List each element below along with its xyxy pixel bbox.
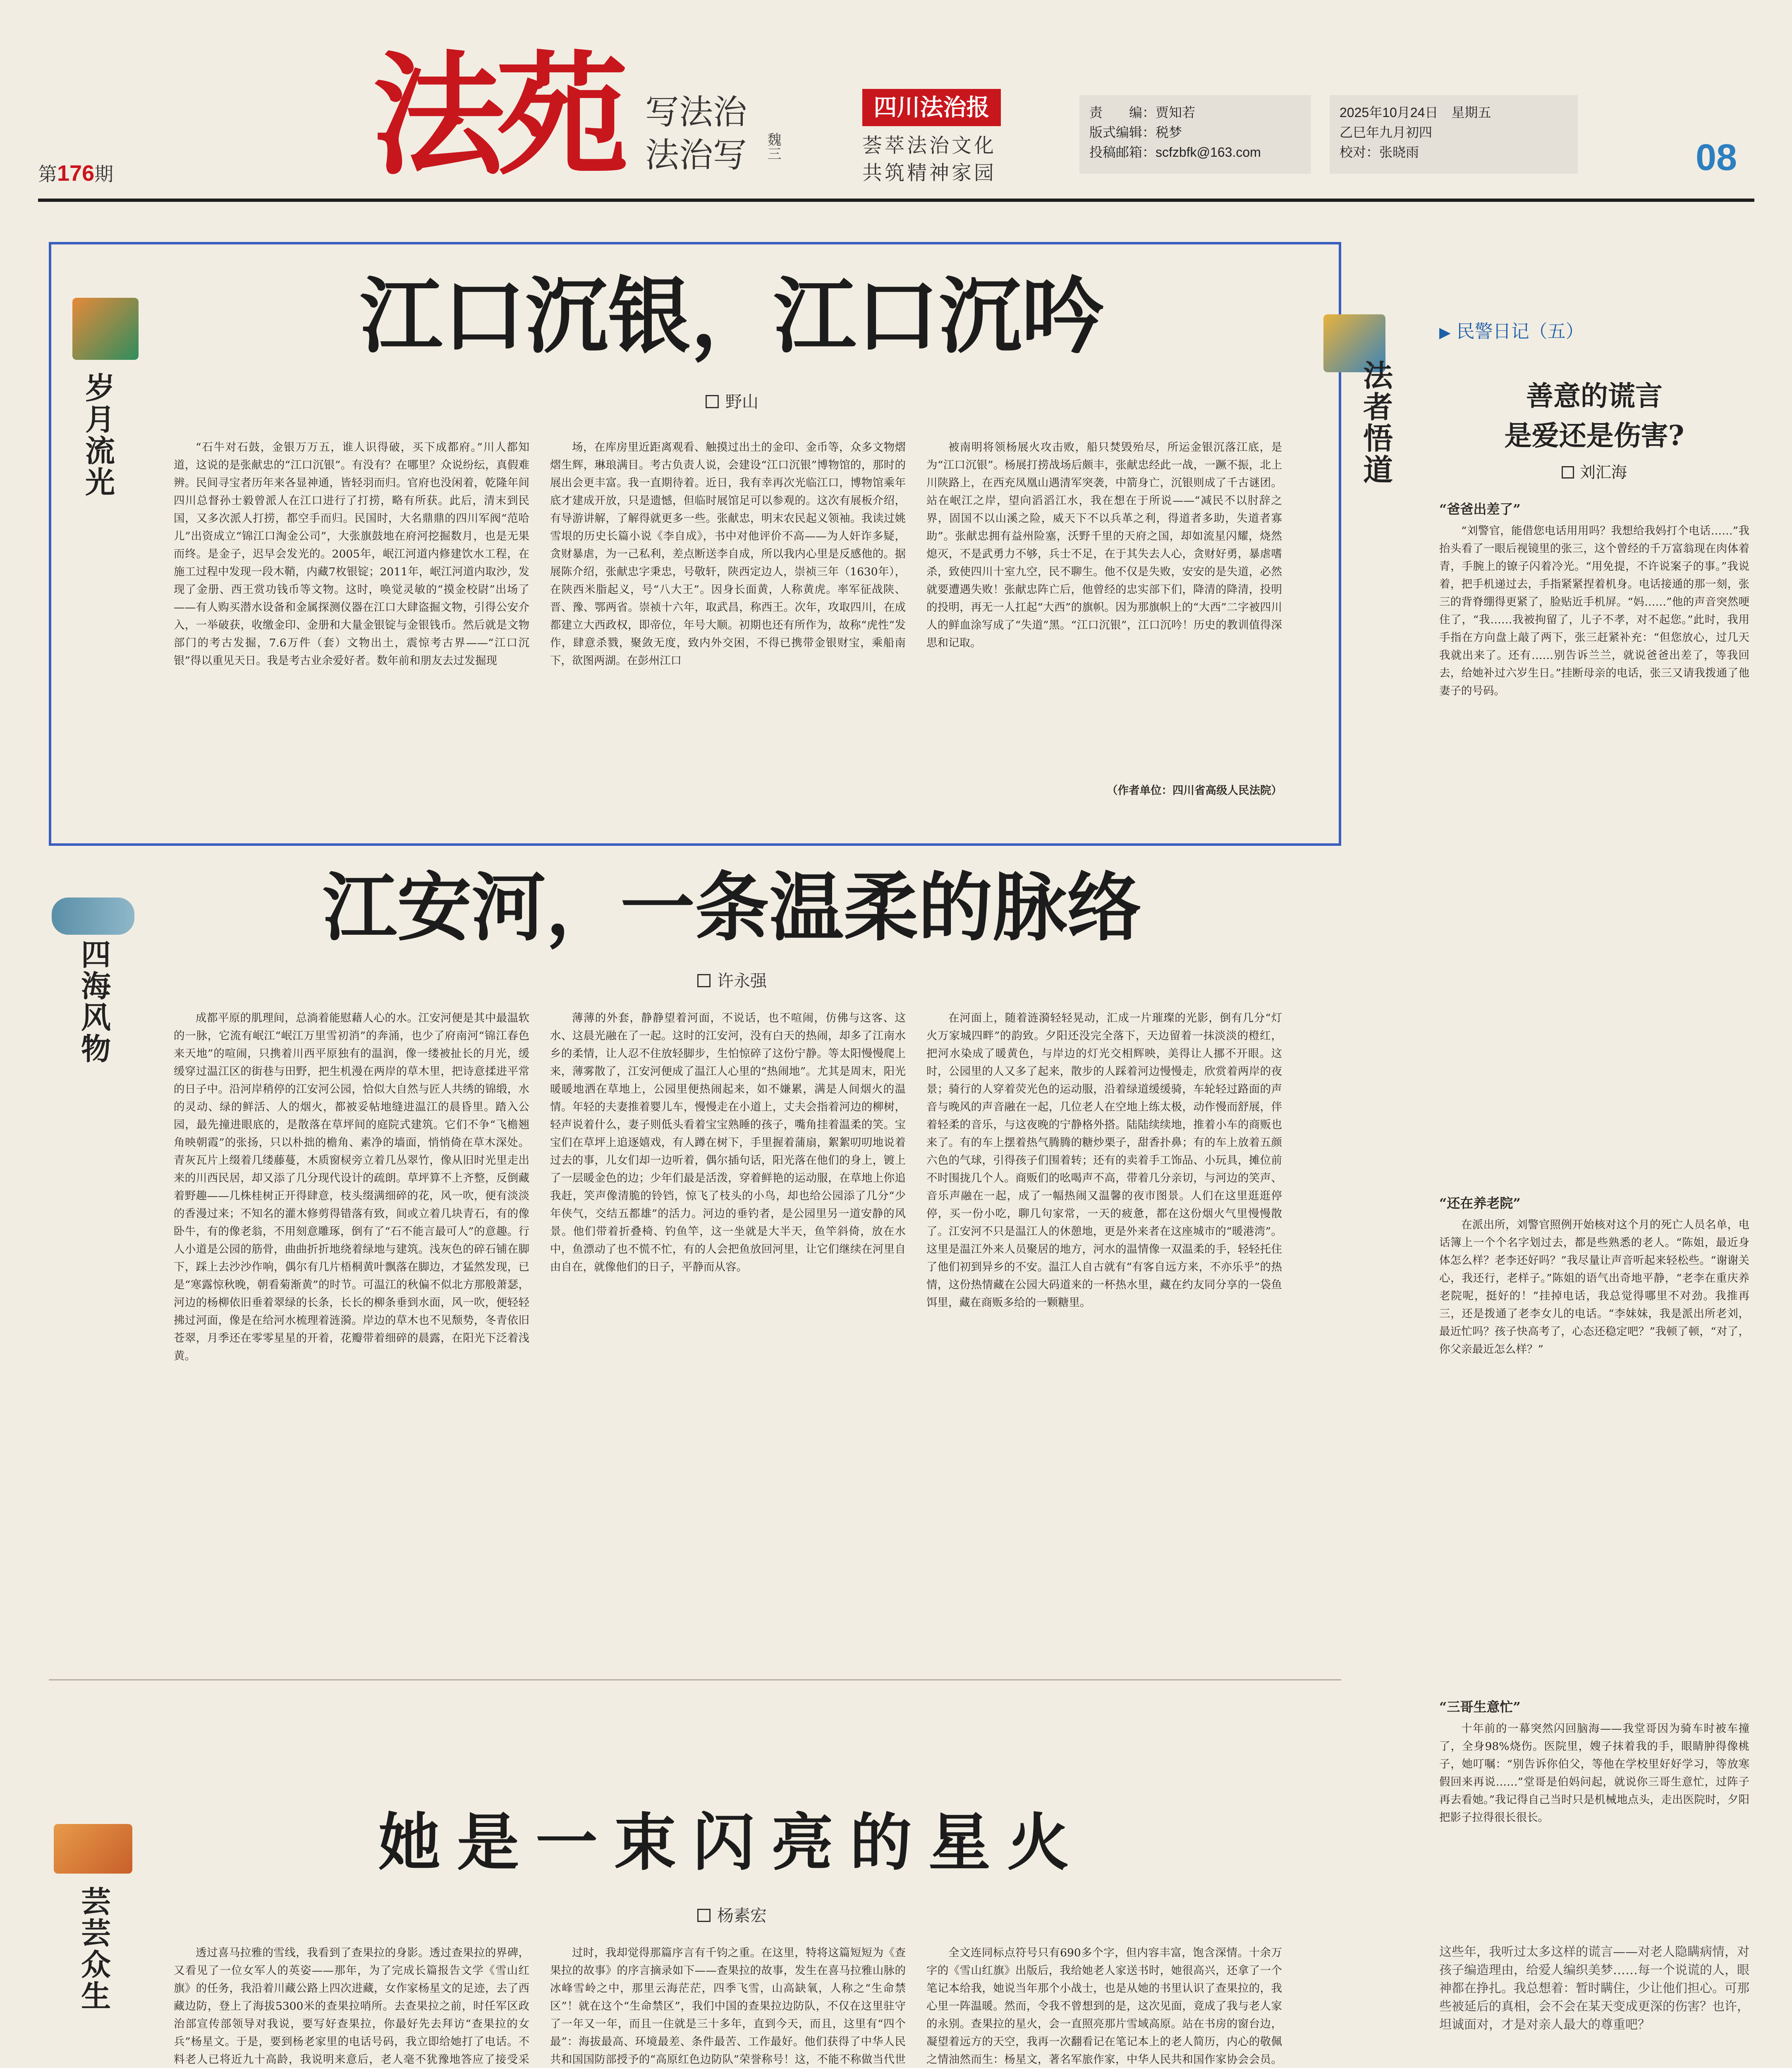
section-boat-icon <box>52 898 134 935</box>
issue-number: 第176期 <box>38 161 114 186</box>
calligraphy-signature: 魏三 <box>765 132 781 160</box>
article-2-column-1: 成都平原的肌理间，总淌着能慰藉人心的水。江安河便是其中最温软的一脉，它流有岷江“岷江万里雪初消”的奔涌，也少了府南河“锦江春色来天地”的喧闹，只携着川西平原独有的温润，像一缕被扯长的月光，缓缓穿过温江区的街巷与田野，把生机漫在两岸的草木里，把诗意揉进平常的日子中。沿河岸稍停的江安河公园，恰似大自然与匠人共绣的锦缎，水的灵动、绿的鲜活、人的烟火，都被妥帖地缝进温江的晨昏里。踏入公园，最先撞进眼底的，是散落在草坪间的庭院式建筑。它们不争“飞檐翘角映朝霞”的张扬，只以朴拙的檐角、素净的墙面，悄悄倚在草木深处。青灰瓦片上缀着几缕藤蔓，木质窗棂旁立着几丛翠竹，像从旧时光里走出来的川西民居，却又添了几分现代设计的疏朗。草坪算不上齐整，反倒藏着野趣——几株桂树正开得肆意，枝头缀满细碎的花，风一吹，便有淡淡的香漫过来；不知名的灌木修剪得错落有致，间或立着几块青石，有的像卧牛，有的像老翁，不用刻意雕琢，倒有了“石不能言最可人”的意趣。行人小道是公园的筋骨，曲曲折折地绕着绿地与建筑。浅灰色的碎石铺在脚下，踩上去沙沙作响，偶尔有几片梧桐黄叶飘落在脚边，才猛然发现，已是“寒露惊秋晚，朝看菊渐黄”的时节。可温江的秋偏不似北方那般萧瑟，河边的杨柳依旧垂着翠绿的长条，长长的柳条垂到水面，风一吹，便轻轻拂过河面，像是在给河水梳理着涟漪。岸边的草木也不见颓势，冬青依旧苍翠，月季还在零零星星的开着，花瓣带着细碎的晨露，在阳光下泛着浅黄。 <box>174 1012 529 1362</box>
triangle-icon: ▶ <box>1439 324 1451 341</box>
article-1-byline: 野山 <box>174 389 1290 412</box>
calligraphy-motto: 写法治 法治写 <box>645 93 747 175</box>
page-number: 08 <box>1696 137 1737 178</box>
sidebar-text-2: 在派出所，刘警官照例开始核对这个月的死亡人员名单，电话簿上一个个名字划过去，都是些熟悉的老人。“陈姐，最近身体怎么样？老李还好吗？”我尽量让声音听起来轻松些。“谢谢关心，我还行，老样子。”陈姐的语气出奇地平静，“老李在重庆养老院呢，挺好的！”挂掉电话，我总觉得哪里不对劲。我推再三，还是拨通了老李女儿的电话。“李妹妹，我是派出所老刘，最近忙吗？孩子快高考了，心态还稳定吧？”我顿了顿，“对了，你父亲最近怎么样？” <box>1439 1218 1749 1356</box>
sidebar-text-3: 十年前的一幕突然闪回脑海——我堂哥因为骑车时被车撞了，全身98%烧伤。医院里，嫂子抹着我的手，眼睛肿得像桃子，她叮嘱：“别告诉你伯父，等他在学校里好好学习，等放寒假回来再说……”堂哥是伯妈问起，就说你三哥生意忙，过阵子再去看她。”我记得自己当时只是机械地点头，走出医院时，夕阳把影子拉得很长很长。 <box>1439 1722 1749 1824</box>
date-info: 2025年10月24日 星期五 乙巳年九月初四 校对：张晓雨 <box>1330 95 1578 174</box>
sidebar-footer: 这些年，我听过太多这样的谎言——对老人隐瞒病情，对孩子编造理由，给爱人编织美梦……每一个说谎的人，眼神都在挣扎。我总想着：暂时瞒住，少让他们担心。可那些被延后的真相，会不会在某天变成更深的伤害？也许，坦诚面对，才是对亲人最大的尊重吧？ <box>1439 1945 1749 2032</box>
article-2-column-2: 薄薄的外套，静静望着河面，不说话，也不喧闹，仿佛与这客、这水、这晨光融在了一起。这时的江安河，没有白天的热闹，却多了江南水乡的柔情，让人忍不住放轻脚步，生怕惊碎了这份宁静。等太阳慢慢爬上来，薄雾散了，江安河便成了温江人心里的“热闹地”。尤其是周末，阳光暖暖地洒在草地上，公园里便热闹起来，如不嫌累，满是人间烟火的温情。年轻的夫妻推着婴儿车，慢慢走在小道上，丈夫会指着河边的柳树，轻声说着什么，妻子则低头看着宝宝熟睡的孩子，嘴角挂着温柔的笑。宝宝们在草坪上追逐嬉戏，有人蹲在树下，手里握着蒲扇，絮絮叨叨地说着过去的事，儿女们却一边听着，偶尔插句话，阳光落在他们的身上，镀上了一层暖金色的边；少年们最是活泼，穿着鲜艳的运动服，在草地上你追我赶，笑声像清脆的铃铛，惊飞了枝头的小鸟，却也给公园添了几分“少年侠气，交结五都雄”的活力。河边的垂钓者，是公园里另一道安静的风景。他们带着折叠椅、钓鱼竿，这一坐就是大半天，鱼竿斜倚，放在水中，鱼漂动了也不慌不忙，有的人会把鱼放回河里，让它们继续在河里自由自在，就像他们的日子，平静而从容。 <box>550 1012 906 1273</box>
sidebar-subhead-1: “爸爸出差了” <box>1439 501 1521 517</box>
article-1-column-1: “石牛对石鼓，金银万万五，谁人识得破，买下成都府。”川人都知道，这说的是张献忠的“江口沉银”。有没有？在哪里？众说纷纭，真假难辨。民间寻宝者历年来各显神通，皆轻羽而归。官府也没闲着，乾隆年间四川总督孙士毅曾派人在江口进行了打捞，略有所获。此后，清末到民国，又多次派人打捞，都空手而归。民国时，大名鼎鼎的四川军阀“范哈儿”出资成立“锦江口淘金公司”，大张旗鼓地在府河挖掘数月，也是无果而终。是金子，迟早会发光的。2005年，岷江河道内修建饮水工程，在施工过程中发现一段木鞘，内藏7枚银锭；2011年，岷江河道内取沙，发现了金册、西王赏功钱币等文物。这时，唤觉灵敏的“摸金校尉”出场了——有人购买潜水设备和金属探测仪器在江口大肆盗掘文物，引得公安介入，一举破获，收缴金印、金册和大量金银锭与金银钱币。然后就是文物部门的考古发掘，7.6万件（套）文物出土，震惊考古界——“江口沉银”得以重见天日。我是考古业余爱好者。数年前和朋友去过发掘现 <box>174 441 529 667</box>
sidebar-subhead-2: “还在养老院” <box>1439 1195 1521 1211</box>
article-1-column-3: 被南明将领杨展火攻击败，船只焚毁殆尽，所运金银沉落江底，是为“江口沉银”。杨展打捞战场后颇丰，张献忠经此一战，一蹶不振，北上川陕路上，在西充凤凰山遇清军突袭，中箭身亡，沉银则成了千古谜团。站在岷江之岸，望向滔滔江水，我在想在于所说——“减民不以肘辞之界，固国不以山溪之险，威天下不以兵革之利，得道者多助，失道者寡助”。张献忠拥有益州险塞，沃野千里的天府之国，却如流星闪耀，烧然熄灭，不是武勇力不够，兵士不足，在于其失去人心，贪财好勇，暴虐嗜杀，致使四川十室九空，民不聊生。他不仅是失败，安安的是失道，必然就要遭遇失败！张献忠阵亡后，他曾经的忠实部下们，降清的降清，投明的投明，再无一人扛起“大西”的旗帜。因为那旗帜上的“大西”二字被四川人的鲜血涂写成了“失道”黑。“江口沉银”，江口沉吟！历史的教训值得深思和记取。 （作者单位：四川省高级人民法院） <box>926 441 1282 797</box>
section-house-icon <box>54 1824 132 1874</box>
section-label-3: 芸芸众生 <box>76 1886 111 2012</box>
sidebar-heading: ▶ 民警日记（五） <box>1439 321 1584 342</box>
staff-info: 责 编：贾知若 版式编辑：税梦 投稿邮箱：scfzbfk@163.com <box>1079 95 1311 174</box>
sidebar-title: 善意的谎言 是爱还是伤害? <box>1504 380 1684 452</box>
newspaper-brand: 四川法治报 <box>862 89 1001 126</box>
article-1-column-2: 场，在库房里近距离观看、触摸过出土的金印、金币等，众多文物熠熠生辉，琳琅满目。考古负责人说，会建设“江口沉银”博物馆的，那时的展出会更丰富。我一直期待着。近日，我有幸再次光临江口，博物馆乘年底才建成开放，只是遗憾，但临时展馆足可以参观的。这次有展板介绍，有导游讲解，了解得就更多一些。张献忠，明末农民起义领袖。我读过姚雪垠的历史长篇小说《李自成》，书中对他评价不高——为人奸诈多疑，贪财暴虐，为一己私利，差点断送李自成，所以我内心里是反感他的。据展陈介绍，张献忠字秉忠，号敬轩，陕西定边人，崇祯三年（1630年），在陕西米脂起义，号“八大王”。因身长面黄，人称黄虎。率军征战陕、晋、豫、鄂两省。崇祯十六年，取武昌，称西王。次年，攻取四川，在成都建立大西政权，即帝位，年号大顺。初期也还有所作为，故称“虎性”发作，肆意杀戮，聚敛无度，致内外交困，不得已携带金银财宝，乘船南下，欲图两湖。在彭州江口 <box>550 441 906 667</box>
article-3-byline: 杨素宏 <box>174 1903 1290 1926</box>
section-mountain-icon <box>72 298 139 360</box>
section-label-1: 岁月流光 <box>80 372 115 498</box>
article-1-title: 江口沉银，江口沉吟 <box>359 268 1104 365</box>
section-label-2: 四海风物 <box>76 939 111 1065</box>
article-2-byline: 许永强 <box>174 968 1290 991</box>
sidebar-text-1: “刘警官，能借您电话用用吗？我想给我妈打个电话……”我抬头看了一眼后视镜里的张三，这个曾经的千万富翁现在肉体着青，手腕上的镣子闪着冷光。“用免提，不许说案子的事。”我说着，把手机递过去，手指紧紧捏着机身。电话接通的那一刻，张三的背脊绷得更紧了，脸贴近手机屏。“妈……”他的声音突然哽住了，“我……我被拘留了，儿子不孝，对不起您。”此时，我用手指在方向盘上敲了两下，张三赶紧补充：“但您放心，过几天我就出来了。还有……别告诉兰兰，就说爸爸出差了，等我回去，给她补过六岁生日。”挂断母亲的电话，张三又请我拨通了他妻子的号码。 <box>1439 524 1749 697</box>
sidebar-byline: 刘汇海 <box>1439 460 1749 482</box>
article-3-column-1: 透过喜马拉雅的雪线，我看到了查果拉的身影。透过查果拉的界碑，又看见了一位女军人的英姿——那年，为了完成长篇报告文学《雪山红旗》的任务，我沿着川藏公路上四次进藏，女作家杨星文的足迹，去了西藏边防，登上了海拔5300米的查果拉哨所。去查果拉之前，时任军区政治部宣传部领导对我说，要写好查果拉，你最好先去拜访“查果拉的女兵”杨星文。于是，要到杨老家里的电话号码，我立即给她打了电话。不料老人已将近九十高龄，我说明来意后，老人毫不犹豫地答应了接受采 <box>174 1946 529 2066</box>
article-2-title: 江安河，一条温柔的脉络 <box>322 864 1141 951</box>
page-logo: 法苑 <box>372 38 620 193</box>
article-2-column-3: 在河面上，随着涟漪轻轻晃动，汇成一片璀璨的光影，倒有几分“灯火万家城四畔”的韵致。夕阳还没完全落下，天边留着一抹淡淡的橙红，把河水染成了暖黄色，与岸边的灯光交相辉映，美得让人挪不开眼。这时，公园里的人又多了起来，散步的人踩着河边慢慢走，欣赏着两岸的夜景；骑行的人穿着荧光色的运动服，沿着绿道缓缓骑，车轮轻过路面的声音与晚风的声音融在一起，几位老人在空地上练太极，动作慢而舒展，伴着轻柔的音乐，与这夜晚的宁静格外搭。陆陆续续地，推着小车的商贩也来了。有的车上摆着热气腾腾的糖炒栗子，甜香扑鼻；有的车上放着五颜六色的气球，引得孩子们围着转；还有的卖着手工饰品、小玩具，摊位前不时围拢几个人。商贩们的吆喝声不高，带着几分亲切，与河边的笑声、音乐声融在一起，成了一幅热闹又温馨的夜市图景。人们在这里逛逛停停，买一份小吃，聊几句家常，一天的疲惫，都在这份烟火气里慢慢散了。江安河不只是温江人的休憩地，更是外来者在这座城市的“暖港湾”。这里是温江外来人员聚居的地方，河水的温情像一双温柔的手，轻轻托住了他们初到异乡的不安。温江人自古就有“有客自远方来，不亦乐乎”的热情，这份热情藏在公园大码道来的一杯热水里，藏在约友同分享的一袋鱼饵里，藏在商贩多给的一颗糖里。 <box>926 1012 1282 1309</box>
article-3-title: 她是一束闪亮的星火 <box>378 1806 1086 1879</box>
brand-slogan: 荟萃法治文化 共筑精神家园 <box>862 135 997 184</box>
masthead-rule <box>38 199 1754 202</box>
article-3-column-2: 过时，我却觉得那篇序言有千钧之重。在这里，特将这篇短短为《查果拉的故事》的序言摘录如下——查果拉的故事，发生在喜马拉雅山脉的冰峰雪岭之中，那里云海茫茫，四季飞雪，山高缺氧，人称之“生命禁区”！就在这个“生命禁区”，我们中国的查果拉边防队，不仅在这里驻守了一年又一年，而且一住就是三十多年，直到今天，而且，这里有“四个最”：海拔最高、环境最差、条件最苦、工作最好。他们获得了中华人民共和国国防部授予的“高原红色边防队”荣誉称号！这，不能不称做当代世 <box>550 1946 906 2066</box>
section-label-4: 法者悟道 <box>1358 360 1393 486</box>
sidebar-column <box>1377 242 1749 2068</box>
sidebar-subhead-3: “三哥生意忙” <box>1439 1699 1521 1715</box>
article-divider <box>49 1679 1341 1680</box>
article-3-column-3: 全文连同标点符号只有690多个字，但内容丰富，饱含深情。十余万字的《雪山红旗》出版后，我给她老人家送书时，她很高兴，还拿了一个笔记本给我，她说当年那个小战士，也是从她的书里认识了查果拉的，我心里一阵温暖。然而，令我不曾想到的是，这次见面，竟成了我与老人家的永别。查果拉的星火，会一直照亮那片雪域高原。站在书房的窗台边，凝望着远方的天空，我再一次翻看记在笔记本上的老人简历，内心的敬佩之情油然而生：杨星文，著名军旅作家，中华人民共和国作家协会会员。 <box>926 1946 1282 2066</box>
